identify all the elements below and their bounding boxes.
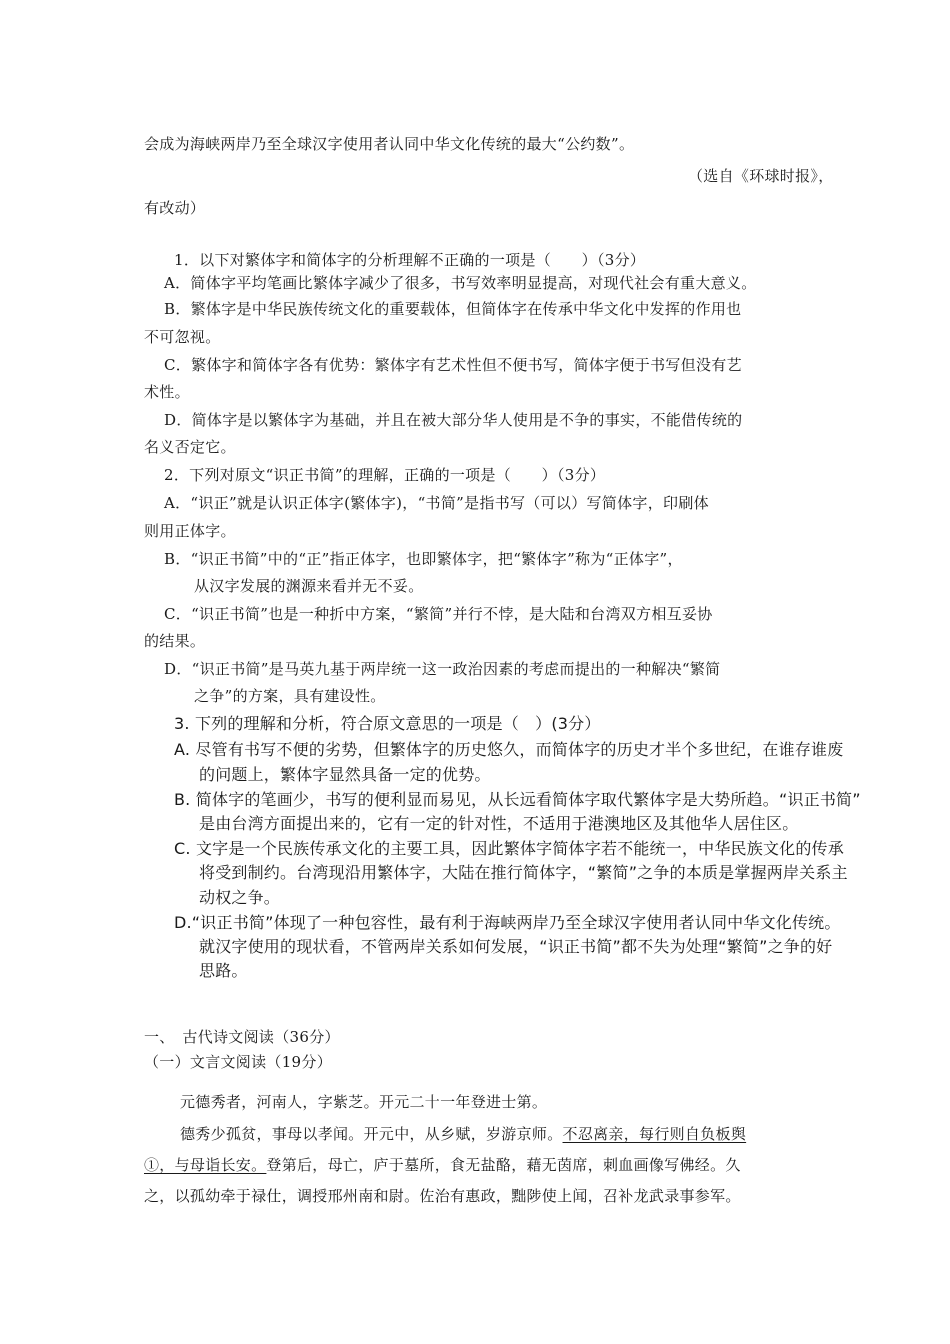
question-3-option-c-continued: 将受到制约。台湾现沿用繁体字，大陆在推行简体字，“繁简”之争的本质是掌握两岸关系主	[199, 863, 848, 882]
paragraph-text: 德秀少孤贫，事母以孝闻。开元中，从乡赋，岁游京师。	[180, 1125, 563, 1143]
classical-passage-paragraph-2-line-2	[144, 1155, 741, 1175]
passage-closing-line: 会成为海峡两岸乃至全球汉字使用者认同中华文化传统的最大“公约数”。	[144, 135, 635, 153]
question-3-option-b-continued: 是由台湾方面提出来的，它有一定的针对性，不适用于港澳地区及其他华人居住区。	[199, 814, 799, 833]
section-heading: 一、 古代诗文阅读（36分）	[144, 1028, 340, 1046]
question-3-option-c-continued-2: 动权之争。	[199, 888, 281, 907]
question-2-option-a: A．“识正”就是认识正体字(繁体字)，“书简”是指书写（可以）写简体字，印刷体	[164, 494, 709, 512]
classical-passage-paragraph-1: 元德秀者，河南人，字紫芝。开元二十一年登进士第。	[180, 1093, 548, 1111]
question-2-option-d: D．“识正书简”是马英九基于两岸统一这一政治因素的考虑而提出的一种解决“繁简	[164, 660, 721, 678]
question-2-option-d-continued: 之争”的方案，具有建设性。	[194, 687, 386, 705]
underlined-sentence: 不忍离亲，每行则自负板舆	[562, 1125, 747, 1143]
question-3-option-c: C. 文字是一个民族传承文化的主要工具，因此繁体字简体字若不能统一，中华民族文化的传承	[174, 839, 844, 858]
question-3-option-b: B. 简体字的笔画少，书写的便利显而易见，从长远看简体字取代繁体字是大势所趋。“识正书简”	[174, 790, 861, 809]
question-2-stem: 2．下列对原文“识正书简”的理解，正确的一项是（ ）（3分）	[164, 466, 606, 484]
question-1-option-c-continued: 术性。	[144, 383, 190, 401]
question-2-option-a-continued: 则用正体字。	[144, 522, 236, 540]
underlined-sentence-continued: ①，与母诣长安。	[144, 1156, 267, 1174]
question-2-option-b: B．“识正书简”中的“正”指正体字，也即繁体字，把“繁体字”称为“正体字”，	[164, 550, 683, 568]
paragraph-text: 登第后，母亡，庐于墓所，食无盐酪，藉无茵席，刺血画像写佛经。久	[266, 1156, 741, 1174]
question-1-stem: 1．以下对繁体字和简体字的分析理解不正确的一项是（ ）（3分）	[174, 251, 646, 269]
question-3-option-d-continued-2: 思路。	[199, 961, 248, 980]
question-1-option-d-continued: 名义否定它。	[144, 438, 236, 456]
question-3-option-a-continued: 的问题上，繁体字显然具备一定的优势。	[199, 765, 491, 784]
question-3-option-d-continued: 就汉字使用的现状看，不管两岸关系如何发展，“识正书简”都不失为处理“繁简”之争的好	[199, 937, 833, 956]
question-1-option-b: B．繁体字是中华民族传统文化的重要载体，但简体字在传承中华文化中发挥的作用也	[164, 300, 742, 318]
question-2-option-b-continued: 从汉字发展的渊源来看并无不妥。	[194, 577, 424, 595]
source-citation: （选自《环球时报》，	[688, 167, 834, 185]
question-1-option-c: C．繁体字和简体字各有优势：繁体字有艺术性但不便书写，简体字便于书写但没有艺	[164, 356, 742, 374]
classical-passage-paragraph-2-line-1	[180, 1124, 746, 1144]
question-1-option-b-continued: 不可忽视。	[144, 328, 221, 346]
classical-passage-paragraph-2-line-3: 之，以孤幼牵于禄仕，调授邢州南和尉。佐治有惠政，黜陟使上闻，召补龙武录事参军。	[144, 1187, 741, 1205]
source-citation-continued: 有改动）	[144, 199, 206, 217]
question-2-option-c: C．“识正书简”也是一种折中方案，“繁简”并行不悖，是大陆和台湾双方相互妥协	[164, 605, 713, 623]
question-1-option-a: A．简体字平均笔画比繁体字减少了很多，书写效率明显提高，对现代社会有重大意义。	[164, 274, 757, 292]
section-subheading: （一）文言文阅读（19分）	[144, 1053, 332, 1071]
question-2-option-c-continued: 的结果。	[144, 632, 206, 650]
question-3-option-a: A. 尽管有书写不便的劣势，但繁体字的历史悠久，而简体字的历史才半个多世纪，在谁存谁废	[174, 740, 844, 759]
question-3-stem: 3. 下列的理解和分析，符合原文意思的一项是（ ）(3分）	[174, 714, 601, 733]
question-3-option-d: D.“识正书简”体现了一种包容性，最有利于海峡两岸乃至全球汉字使用者认同中华文化传统。	[174, 913, 841, 932]
question-1-option-d: D．简体字是以繁体字为基础，并且在被大部分华人使用是不争的事实，不能借传统的	[164, 411, 743, 429]
